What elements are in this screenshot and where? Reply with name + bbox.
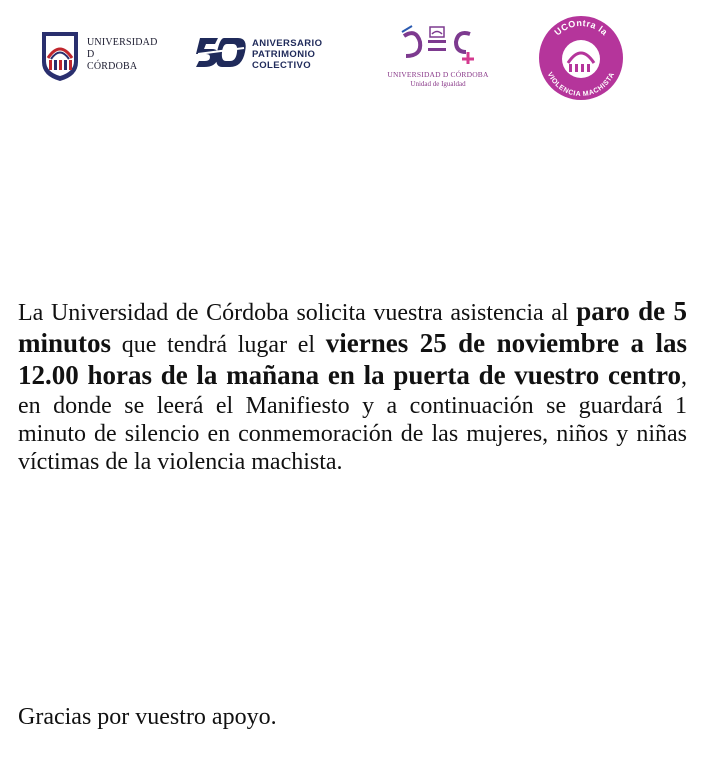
igualdad-logo-subtitle: Unidad de Igualdad [410, 80, 466, 88]
igualdad-logo-title: UNIVERSIDAD D CÓRDOBA [387, 70, 489, 79]
closing-text: Gracias por vuestro apoyo. [18, 704, 277, 730]
message-segment-4: , en donde se leerá el Manifiesto y a continuación se guardará 1 minuto de silencio en conmemoración de las mujeres, niños y niñas víctimas de la violencia machista. [18, 363, 687, 476]
message-highlight-paro: paro de 5 minutos [18, 296, 687, 358]
ucontra-top-text: UCOntra la [552, 17, 610, 38]
message-segment-2: que tendrá lugar el [111, 331, 326, 358]
aniversario-logo [194, 34, 334, 74]
message-segment-0: La Universidad de Córdoba solicita vuestra asistencia al [18, 300, 577, 326]
message-body [18, 296, 687, 477]
ucontra-violencia-logo [531, 15, 631, 101]
ucontra-bottom-text: violencia machista [545, 71, 617, 99]
header-logos [0, 0, 706, 110]
anniversary-50-icon [194, 34, 248, 70]
equality-symbol-icon [398, 24, 480, 68]
aniversario-logo-text: ANIVERSARIO PATRIMONIO COLECTIVO [252, 38, 323, 71]
uco-logo-text: UNIVERSIDAD D CÓRDOBA [87, 37, 158, 72]
message-paragraph [18, 296, 687, 477]
message-highlight-fecha: viernes 25 de noviembre a las 12.00 horas de la mañana en la puerta de vuestro centro [18, 327, 687, 390]
universidad-cordoba-logo [40, 28, 160, 82]
ucontra-badge-icon [531, 15, 631, 101]
uco-shield-icon [40, 28, 80, 82]
unidad-igualdad-logo [382, 24, 494, 94]
